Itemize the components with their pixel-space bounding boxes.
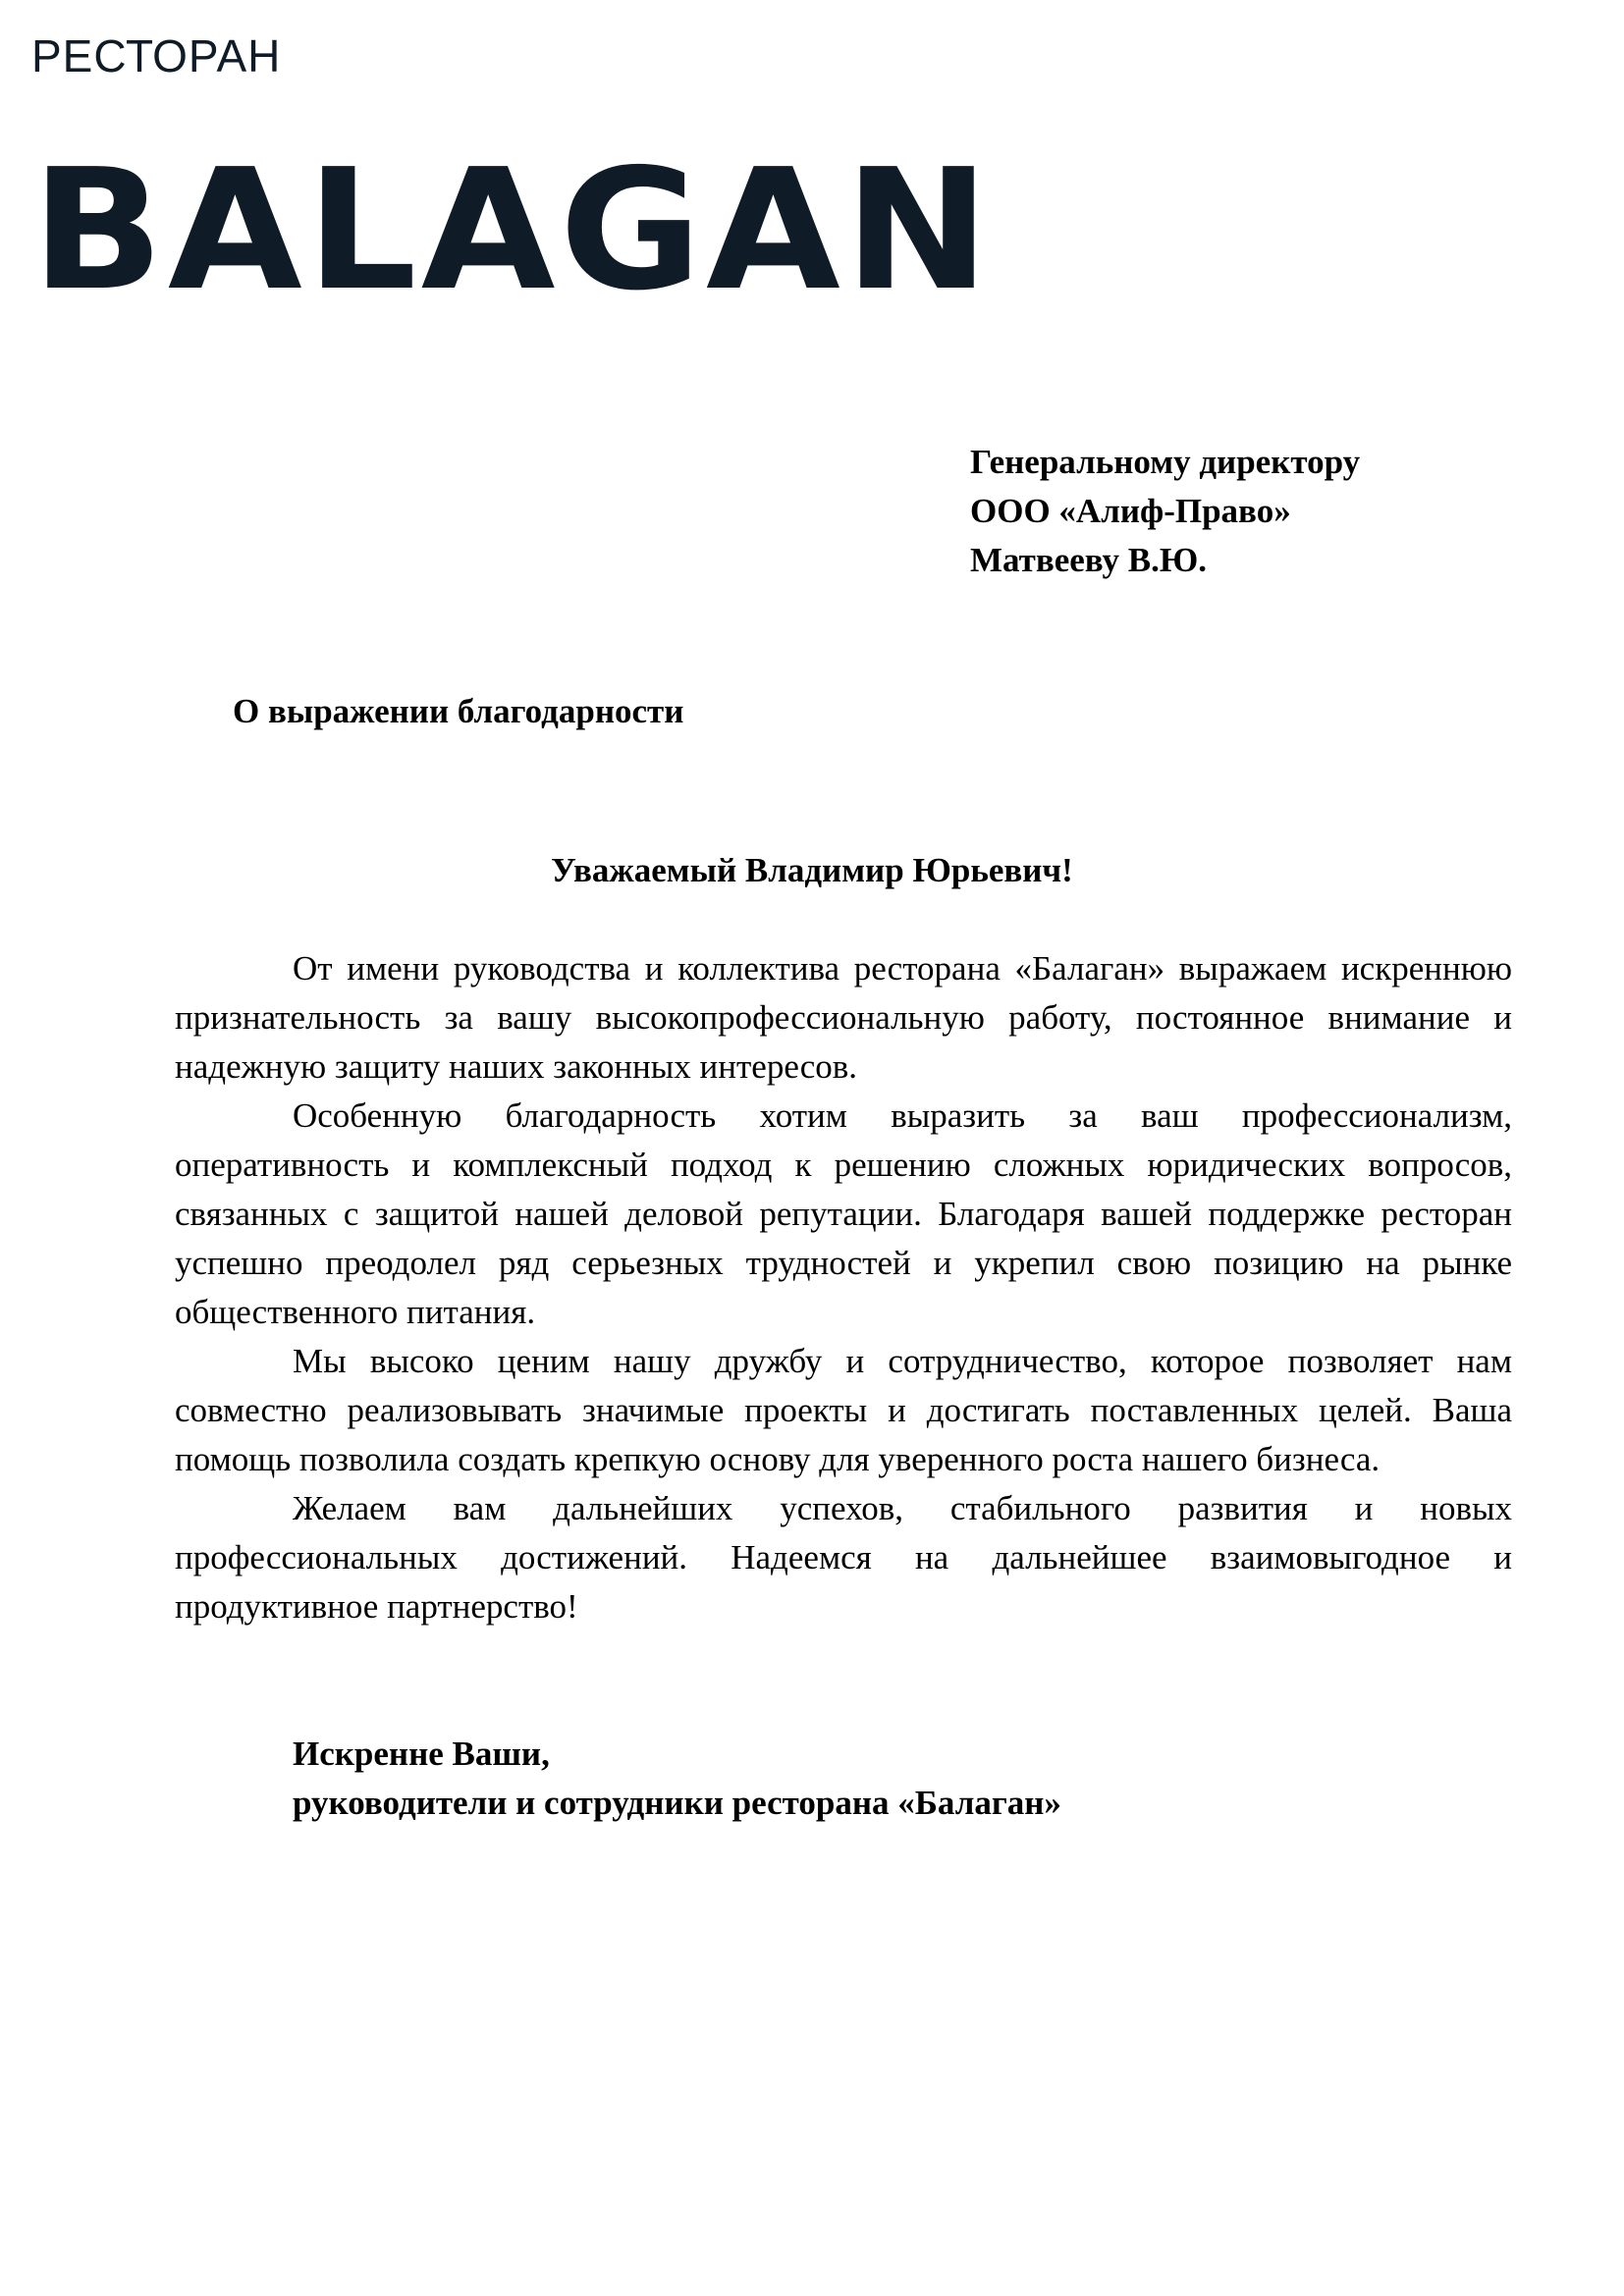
letter-subject: О выражении благодарности (233, 692, 684, 730)
closing-block (293, 1730, 1061, 1828)
salutation: Уважаемый Владимир Юрьевич! (551, 851, 1073, 889)
letterhead-brand-logo: BALAGAN (31, 133, 995, 328)
recipient-company: ООО «Алиф-Право» (970, 492, 1291, 530)
recipient-block (970, 438, 1360, 585)
body-paragraph: От имени руководства и коллектива ресторана «Балаган» выражаем искреннюю признательность за вашу высокопрофессиональную работу, постоянное внимание и надежную защиту наших законных интересов. (175, 949, 1512, 1086)
body-paragraph: Желаем вам дальнейших успехов, стабильного развития и новых профессиональных достижений. Надеемся на дальнейшее взаимовыгодное и продуктивное партнерство! (175, 1489, 1512, 1626)
letter-body (175, 944, 1512, 1631)
recipient-name: Матвееву В.Ю. (970, 541, 1208, 579)
body-paragraph: Особенную благодарность хотим выразить за ваш профессионализм, оперативность и комплексный подход к решению сложных юридических вопросов, связанных с защитой нашей деловой репутации. Благодаря вашей поддержке ресторан успешно преодолел ряд серьезных трудностей и укрепил свою позицию на рынке общественного питания. (175, 1096, 1512, 1331)
recipient-position: Генеральному директору (970, 443, 1361, 481)
closing-signature: руководители и сотрудники ресторана «Балаган» (293, 1784, 1061, 1822)
body-paragraph: Мы высоко ценим нашу дружбу и сотрудничество, которое позволяет нам совместно реализовывать значимые проекты и достигать поставленных целей. Ваша помощь позволила создать крепкую основу для уверенного роста нашего бизнеса. (175, 1342, 1512, 1478)
closing-greeting: Искренне Ваши, (293, 1735, 550, 1773)
letterhead-subtitle: РЕСТОРАН (31, 30, 282, 81)
